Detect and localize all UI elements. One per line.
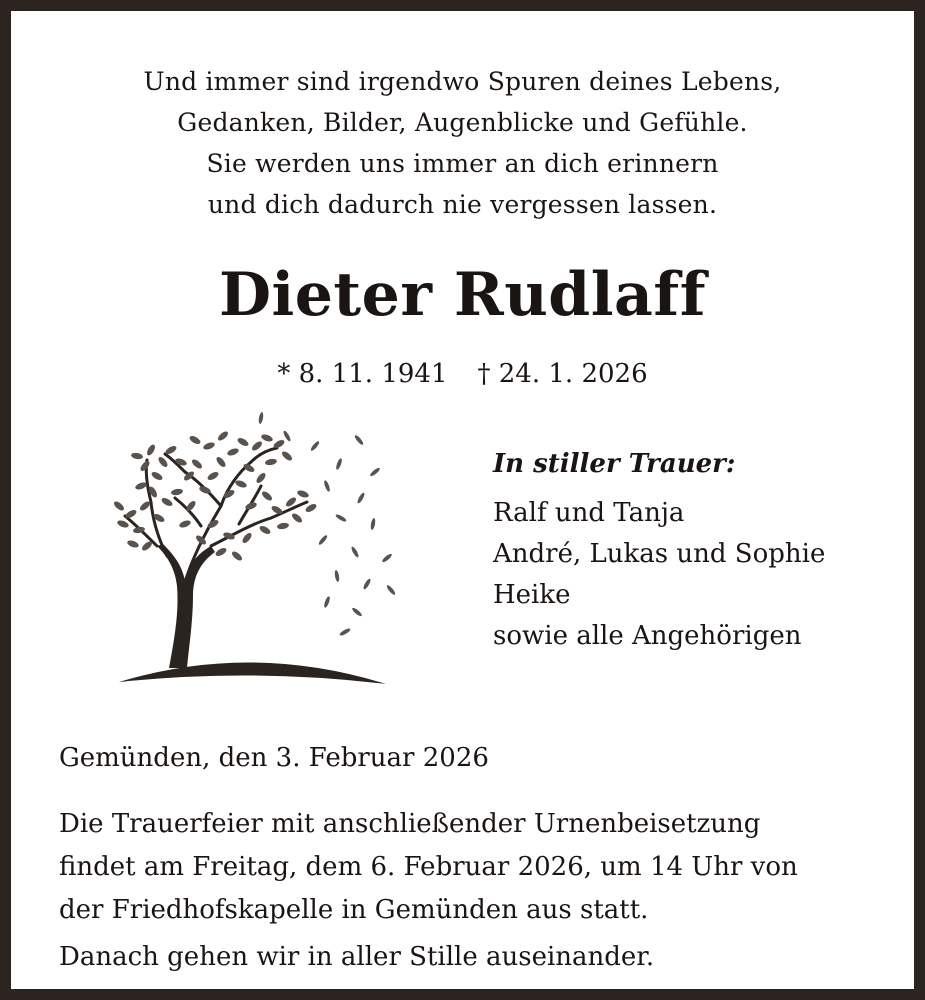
deceased-name: Dieter Rudlaff: [218, 260, 707, 330]
mourner-name: André, Lukas und Sophie: [493, 539, 826, 569]
poem-line: Gedanken, Bilder, Augenblicke und Gefühle.: [177, 108, 748, 137]
service-line: findet am Freitag, dem 6. Februar 2026, um 14 Uhr von: [59, 852, 798, 882]
death-date: † 24. 1. 2026: [477, 359, 648, 389]
closing-note: Danach gehen wir in aller Stille auseinander.: [59, 942, 655, 972]
service-line: Die Trauerfeier mit anschließender Urnenbeisetzung: [59, 809, 761, 839]
life-dates: [11, 354, 914, 394]
mourners-heading: In stiller Trauer:: [493, 449, 736, 479]
service-line: der Friedhofskapelle in Gemünden aus statt.: [59, 895, 649, 925]
place-date: Gemünden, den 3. Februar 2026: [59, 743, 489, 773]
mourners-block: [493, 444, 825, 657]
tree-with-falling-leaves-icon: [101, 406, 401, 696]
birth-date: * 8. 11. 1941: [277, 359, 448, 389]
mourner-name: Heike: [493, 580, 571, 610]
poem-line: und dich dadurch nie vergessen lassen.: [207, 190, 718, 219]
poem-line: Und immer sind irgendwo Spuren deines Lebens,: [143, 67, 782, 96]
memorial-poem: [11, 61, 914, 225]
funeral-service-info: [59, 803, 798, 932]
poem-line: Sie werden uns immer an dich erinnern: [206, 149, 719, 178]
mourner-name: sowie alle Angehörigen: [493, 621, 802, 651]
mourner-name: Ralf und Tanja: [493, 498, 685, 528]
